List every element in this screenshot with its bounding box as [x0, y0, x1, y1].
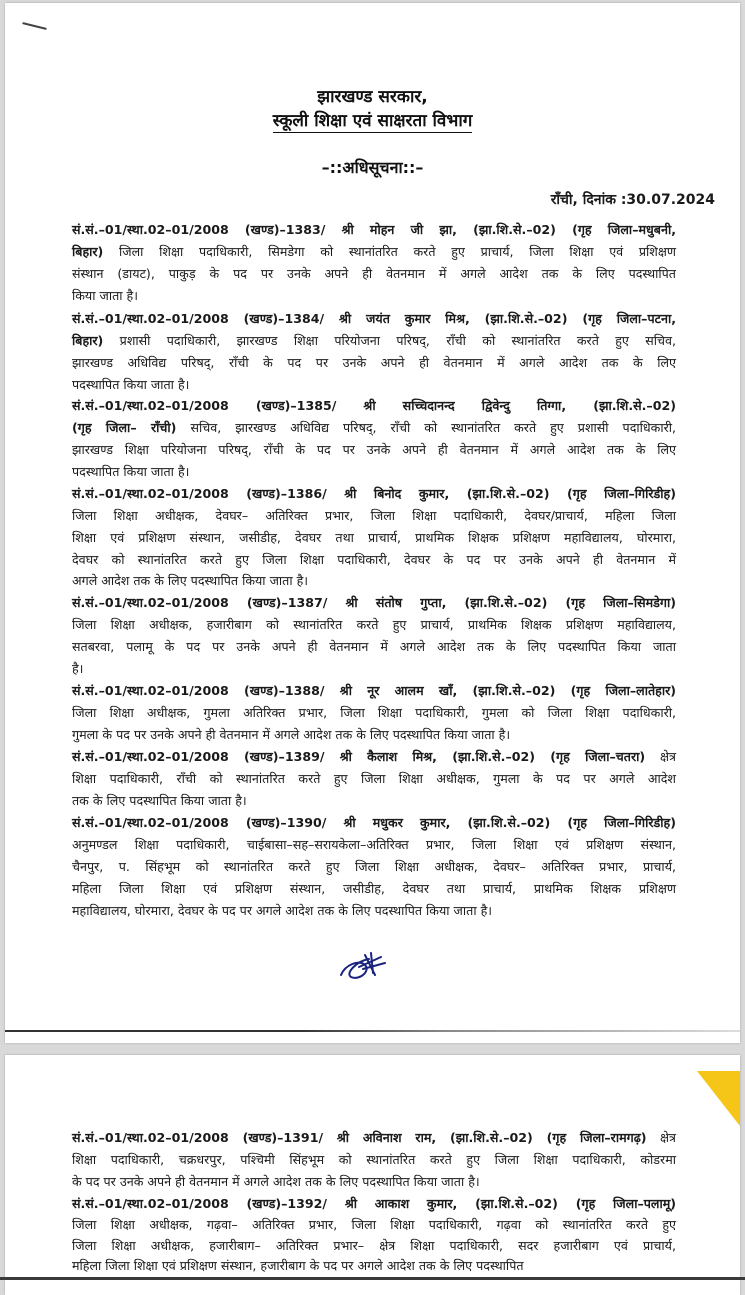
order-body-line	[72, 442, 676, 458]
order-bold-text: सं.सं.–01/स्था.02–01/2008 (खण्ड)–1385/ श्री सच्चिदानन्द द्विवेन्दु तिग्गा, (झा.शि.से.–02)	[72, 398, 676, 413]
order-text: गुमला के पद पर उनके अपने ही वेतनमान में अगले आदेश तक के लिए पदस्थापित किया जाता है।	[72, 727, 511, 742]
order-text: तक के लिए पदस्थापित किया जाता है।	[72, 793, 247, 808]
order-text: अनुमण्डल शिक्षा पदाधिकारी, चाईबासा–सह–सरायकेला–अतिरिक्त प्रभार, जिला शिक्षा एवं प्रशिक्षण संस्थान,	[72, 837, 676, 852]
order-text: शिक्षा एवं प्रशिक्षण संस्थान, जसीडीह, देवघर तथा प्राचार्य, प्राथमिक शिक्षक प्रशिक्षण महाविद्यालय, घोरमारा,	[72, 530, 676, 545]
order-heading-line	[72, 1130, 676, 1146]
order-text: जिला शिक्षा अधीक्षक, देवघर– अतिरिक्त प्रभार, जिला शिक्षा पदाधिकारी, देवघर/प्राचार्य, महिला जिला	[72, 508, 676, 523]
order-bold-text: सं.सं.–01/स्था.02–01/2008 (खण्ड)–1384/ श्री जयंत कुमार मिश्र, (झा.शि.से.–02) (गृह जिला–पटना,	[72, 311, 676, 326]
order-heading-line	[72, 683, 676, 699]
order-heading-line	[72, 311, 676, 327]
order-body-line	[72, 727, 676, 743]
government-heading	[0, 84, 745, 107]
order-bold-text: सं.सं.–01/स्था.02–01/2008 (खण्ड)–1386/ श्री बिनोद कुमार, (झा.शि.से.–02) (गृह जिला–गिरिडीह)	[72, 486, 676, 501]
order-text: है।	[72, 661, 84, 676]
order-body-line	[72, 355, 676, 371]
order-heading-line	[72, 1196, 676, 1212]
order-body-line	[72, 1217, 676, 1233]
order-body-line	[72, 288, 676, 304]
notice-title-text: –::अधिसूचना::–	[321, 158, 424, 177]
order-body-line	[72, 333, 676, 349]
order-bold-text: सं.सं.–01/स्था.02–01/2008 (खण्ड)–1390/ श्री मधुकर कुमार, (झा.शि.से.–02) (गृह जिला–गिरिडीह)	[72, 815, 676, 830]
order-text: किया जाता है।	[72, 288, 139, 303]
order-body-line	[72, 705, 676, 721]
department-name: स्कूली शिक्षा एवं साक्षरता विभाग	[272, 111, 473, 131]
order-bold-text: बिहार)	[72, 333, 104, 348]
order-body-line	[72, 903, 676, 919]
order-text: शिक्षा पदाधिकारी, चक्रधरपुर, पश्चिमी सिंहभूम को स्थानांतरित करते हुए जिला शिक्षा पदाधिकारी, कोडरमा	[72, 1152, 676, 1167]
order-heading-line	[72, 398, 676, 414]
order-body-line	[72, 573, 676, 589]
order-body-line	[72, 661, 676, 677]
place-date: राँची, दिनांक :30.07.2024	[550, 192, 715, 208]
order-body-line	[72, 639, 676, 655]
order-body-line	[72, 1152, 676, 1168]
order-heading-line	[72, 486, 676, 502]
order-text: सतबरवा, पलामू के पद पर उनके अपने ही वेतनमान में अगले आदेश तक के लिए पदस्थापित किया जाता	[72, 639, 676, 654]
order-text: सचिव, झारखण्ड अधिविद्य परिषद्, राँची को स्थानांतरित करते हुए प्रशासी पदाधिकारी,	[176, 420, 677, 435]
order-text: क्षेत्र	[645, 749, 676, 764]
department-heading	[0, 108, 745, 131]
order-body-line	[72, 771, 676, 787]
order-body-line	[72, 464, 676, 480]
order-text: शिक्षा पदाधिकारी, राँची को स्थानांतरित करते हुए जिला शिक्षा अधीक्षक, गुमला के पद पर अगले आदेश	[72, 771, 676, 786]
order-body-line	[72, 266, 676, 282]
order-text: प्रशासी पदाधिकारी, झारखण्ड शिक्षा परियोजना परिषद्, राँची को स्थानांतरित करते हुए सचिव,	[103, 333, 676, 348]
pen-mark	[22, 22, 47, 30]
order-text: पदस्थापित किया जाता है।	[72, 464, 190, 479]
order-body-line	[72, 881, 676, 897]
order-body-line	[72, 859, 676, 875]
corner-accent-icon	[697, 1071, 740, 1126]
order-text: झारखण्ड अधिविद्य परिषद्, राँची के पद पर उनके अपने ही वेतनमान में अगले आदेश तक के लिए	[72, 355, 676, 370]
order-body-line	[72, 1258, 676, 1274]
order-text: संस्थान (डायट), पाकुड़ के पद पर उनके अपने ही वेतनमान में अगले आदेश तक के लिए पदस्थापित	[72, 266, 676, 281]
page-bottom-rule	[5, 1030, 740, 1032]
signature	[335, 945, 395, 985]
order-bold-text: सं.सं.–01/स्था.02–01/2008 (खण्ड)–1389/ श्री कैलाश मिश्र, (झा.शि.से.–02) (गृह जिला–चतरा)	[72, 749, 646, 764]
order-body-line	[72, 530, 676, 546]
order-bold-text: सं.सं.–01/स्था.02–01/2008 (खण्ड)–1387/ श्री संतोष गुप्ता, (झा.शि.से.–02) (गृह जिला–सिमडेगा)	[72, 595, 676, 610]
order-body-line	[72, 420, 676, 436]
order-heading-line	[72, 595, 676, 611]
order-text: अगले आदेश तक के लिए पदस्थापित किया जाता है।	[72, 573, 309, 588]
order-text: झारखण्ड शिक्षा परियोजना परिषद्, राँची के पद पर उनके अपने ही वेतनमान में अगले आदेश तक के लिए	[72, 442, 676, 457]
order-text: महिला जिला शिक्षा एवं प्रशिक्षण संस्थान, जसीडीह, देवघर तथा प्राचार्य, प्राथमिक शिक्षक प्रशिक्षण	[72, 881, 676, 896]
order-text: जिला शिक्षा अधीक्षक, गढ़वा– अतिरिक्त प्रभार, जिला शिक्षा पदाधिकारी, गढ़वा को स्थानांतरित करते हुए	[72, 1217, 676, 1232]
order-body-line	[72, 552, 676, 568]
order-text: चैनपुर, प. सिंहभूम को स्थानांतरित करते हुए जिला शिक्षा अधीक्षक, देवघर– अतिरिक्त प्रभार, प्राचार्य,	[72, 859, 676, 874]
notice-title	[0, 156, 745, 178]
order-bold-text: बिहार)	[72, 244, 104, 259]
order-bold-text: (गृह जिला– राँची)	[72, 420, 177, 435]
order-text: देवघर को स्थानांतरित करते हुए जिला शिक्षा पदाधिकारी, देवघर के पद पर उनके अपने ही वेतनमान में	[72, 552, 676, 567]
order-body-line	[72, 377, 676, 393]
order-text: पदस्थापित किया जाता है।	[72, 377, 190, 392]
order-text: महाविद्यालय, घोरमारा, देवघर के पद पर अगले आदेश तक के लिए पदस्थापित किया जाता है।	[72, 903, 493, 918]
order-text: जिला शिक्षा अधीक्षक, गुमला अतिरिक्त प्रभार, जिला शिक्षा पदाधिकारी, गुमला को जिला शिक्षा पदाधिकारी,	[72, 705, 676, 720]
order-text: महिला जिला शिक्षा एवं प्रशिक्षण संस्थान, हजारीबाग के पद पर अगले आदेश तक के लिए पदस्थापित	[72, 1258, 524, 1273]
order-bold-text: सं.सं.–01/स्था.02–01/2008 (खण्ड)–1391/ श्री अविनाश राम, (झा.शि.से.–02) (गृह जिला–रामगढ़)	[72, 1130, 647, 1145]
order-body-line	[72, 508, 676, 524]
order-text: क्षेत्र	[646, 1130, 676, 1145]
order-body-line	[72, 793, 676, 809]
order-body-line	[72, 837, 676, 853]
order-heading-line	[72, 815, 676, 831]
order-text: जिला शिक्षा पदाधिकारी, सिमडेगा को स्थानांतरित करते हुए प्राचार्य, जिला शिक्षा एवं प्रशिक्षण	[103, 244, 676, 259]
order-text: के पद पर उनके अपने ही वेतनमान में अगले आदेश तक के लिए पदस्थापित किया जाता है।	[72, 1174, 480, 1189]
order-bold-text: सं.सं.–01/स्था.02–01/2008 (खण्ड)–1392/ श्री आकाश कुमार, (झा.शि.से.–02) (गृह जिला–पलामू)	[72, 1196, 676, 1211]
order-heading-line	[72, 749, 676, 765]
order-body-line	[72, 244, 676, 260]
order-body-line	[72, 617, 676, 633]
order-body-line	[72, 1174, 676, 1190]
order-text: जिला शिक्षा अधीक्षक, हजारीबाग– अतिरिक्त प्रभार– क्षेत्र शिक्षा पदाधिकारी, सदर हजारीबाग एवं प्राचार्य,	[72, 1238, 676, 1253]
order-bold-text: सं.सं.–01/स्था.02–01/2008 (खण्ड)–1383/ श्री मोहन जी झा, (झा.शि.से.–02) (गृह जिला–मधुबनी,	[72, 222, 676, 237]
order-body-line	[72, 1238, 676, 1254]
order-bold-text: सं.सं.–01/स्था.02–01/2008 (खण्ड)–1388/ श्री नूर आलम खाँ, (झा.शि.से.–02) (गृह जिला–लातेहार)	[72, 683, 676, 698]
order-text: जिला शिक्षा अधीक्षक, हजारीबाग को स्थानांतरित करते हुए प्राचार्य, प्राथमिक शिक्षक प्रशिक्षण महाविद्यालय,	[72, 617, 676, 632]
order-heading-line	[72, 222, 676, 238]
government-name: झारखण्ड सरकार,	[317, 87, 428, 107]
